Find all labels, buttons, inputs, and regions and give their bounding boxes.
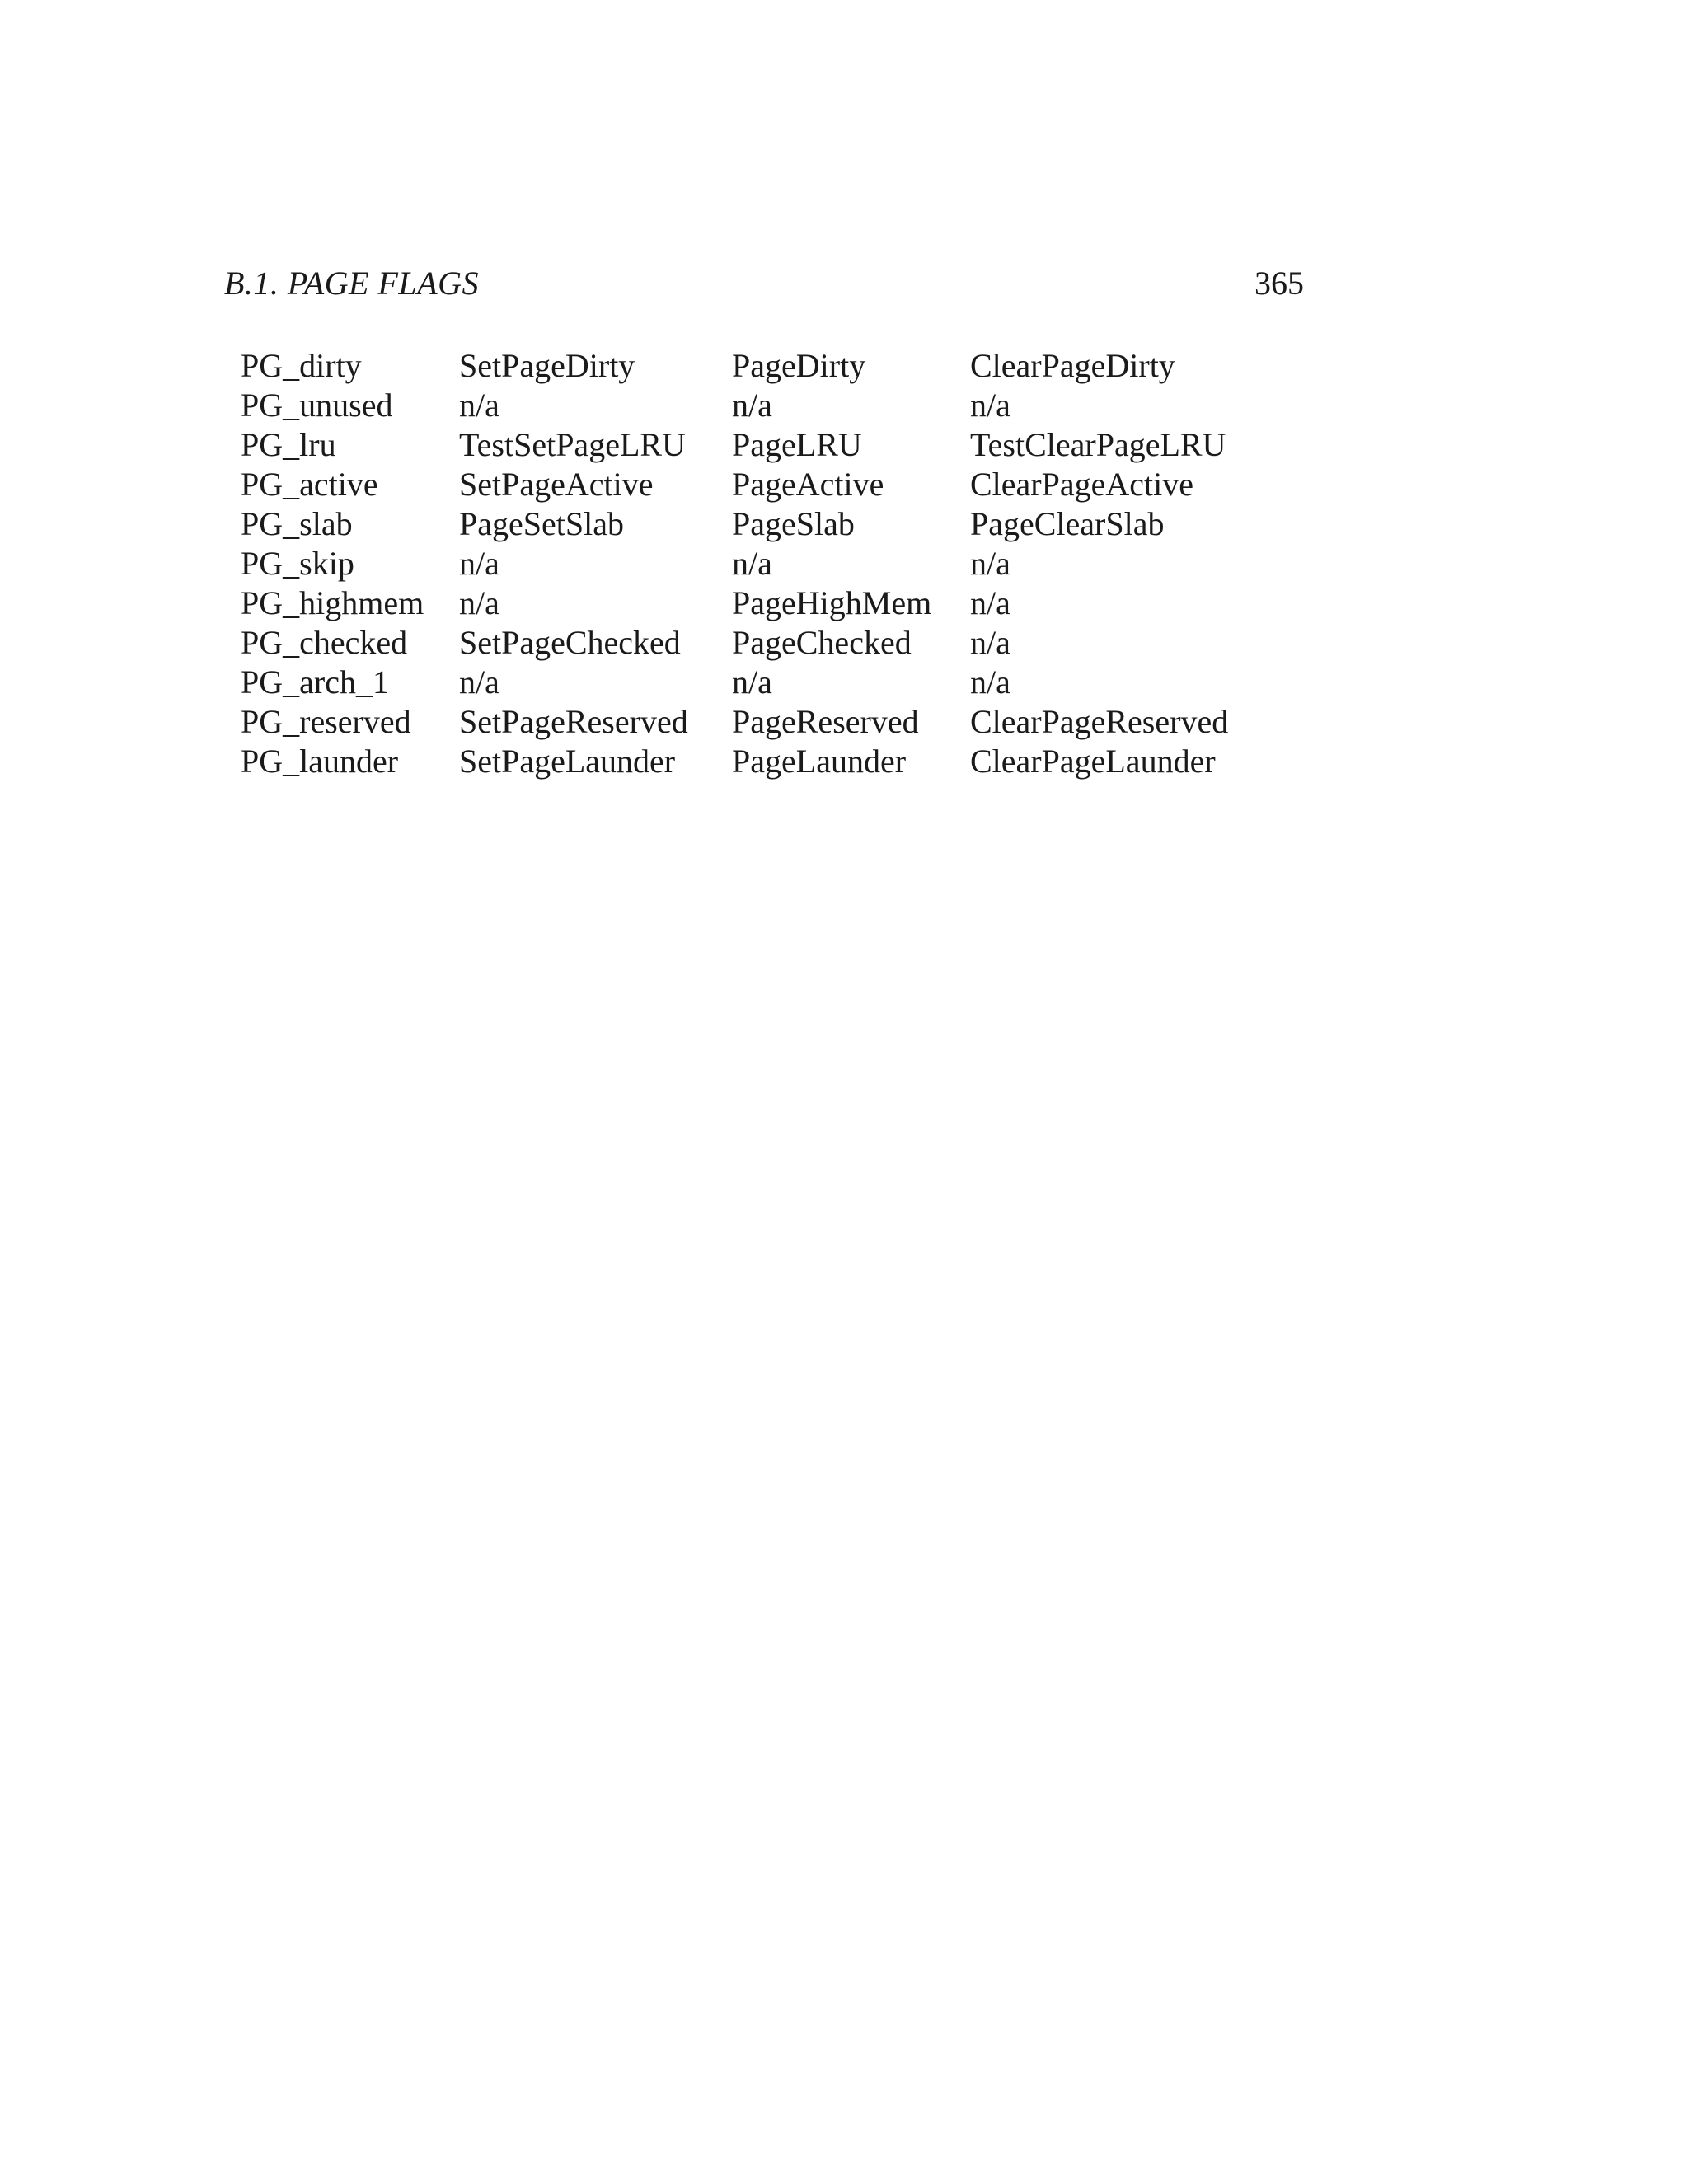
test-macro-cell: PageActive: [732, 466, 884, 503]
flag-name-cell: PG_skip: [241, 545, 354, 582]
table-row: [241, 702, 1250, 742]
set-macro-cell: SetPageDirty: [459, 347, 635, 384]
clear-macro-cell: n/a: [970, 624, 1010, 661]
clear-macro-cell: TestClearPageLRU: [970, 426, 1226, 463]
set-macro-cell: PageSetSlab: [459, 505, 624, 542]
test-macro-cell: PageSlab: [732, 505, 855, 542]
test-macro-cell: PageReserved: [732, 703, 919, 740]
set-macro-cell: n/a: [459, 387, 499, 424]
clear-macro-cell: ClearPageDirty: [970, 347, 1175, 384]
set-macro-cell: n/a: [459, 584, 499, 621]
flag-name-cell: PG_launder: [241, 743, 399, 780]
table-row: [241, 465, 1250, 504]
table-row: [241, 583, 1250, 623]
set-macro-cell: SetPageChecked: [459, 624, 681, 661]
table-row: [241, 346, 1250, 386]
test-macro-cell: n/a: [732, 663, 772, 701]
clear-macro-cell: n/a: [970, 387, 1010, 424]
set-macro-cell: SetPageActive: [459, 466, 654, 503]
page-number: 365: [1254, 265, 1304, 302]
running-header: [224, 262, 1304, 305]
flag-name-cell: PG_dirty: [241, 347, 362, 384]
clear-macro-cell: ClearPageLaunder: [970, 743, 1216, 780]
flag-name-cell: PG_slab: [241, 505, 353, 542]
table-row: [241, 504, 1250, 544]
test-macro-cell: PageHighMem: [732, 584, 932, 621]
flag-name-cell: PG_active: [241, 466, 378, 503]
test-macro-cell: PageDirty: [732, 347, 866, 384]
clear-macro-cell: n/a: [970, 584, 1010, 621]
clear-macro-cell: n/a: [970, 545, 1010, 582]
test-macro-cell: PageLRU: [732, 426, 862, 463]
flag-name-cell: PG_checked: [241, 624, 408, 661]
set-macro-cell: n/a: [459, 545, 499, 582]
table-row: [241, 425, 1250, 465]
clear-macro-cell: PageClearSlab: [970, 505, 1165, 542]
table-row: [241, 742, 1250, 781]
set-macro-cell: SetPageReserved: [459, 703, 688, 740]
flag-name-cell: PG_arch_1: [241, 663, 389, 701]
test-macro-cell: n/a: [732, 545, 772, 582]
section-title: B.1. PAGE FLAGS: [224, 265, 479, 302]
set-macro-cell: n/a: [459, 663, 499, 701]
set-macro-cell: TestSetPageLRU: [459, 426, 686, 463]
clear-macro-cell: ClearPageReserved: [970, 703, 1229, 740]
table-row: [241, 623, 1250, 663]
table-row: [241, 386, 1250, 425]
flag-name-cell: PG_lru: [241, 426, 336, 463]
flag-name-cell: PG_reserved: [241, 703, 411, 740]
test-macro-cell: PageLaunder: [732, 743, 907, 780]
flag-name-cell: PG_highmem: [241, 584, 424, 621]
test-macro-cell: n/a: [732, 387, 772, 424]
table-row: [241, 544, 1250, 583]
clear-macro-cell: ClearPageActive: [970, 466, 1193, 503]
test-macro-cell: PageChecked: [732, 624, 912, 661]
set-macro-cell: SetPageLaunder: [459, 743, 676, 780]
table-row: [241, 663, 1250, 702]
clear-macro-cell: n/a: [970, 663, 1010, 701]
page-flags-table: [241, 346, 1250, 781]
flag-name-cell: PG_unused: [241, 387, 393, 424]
